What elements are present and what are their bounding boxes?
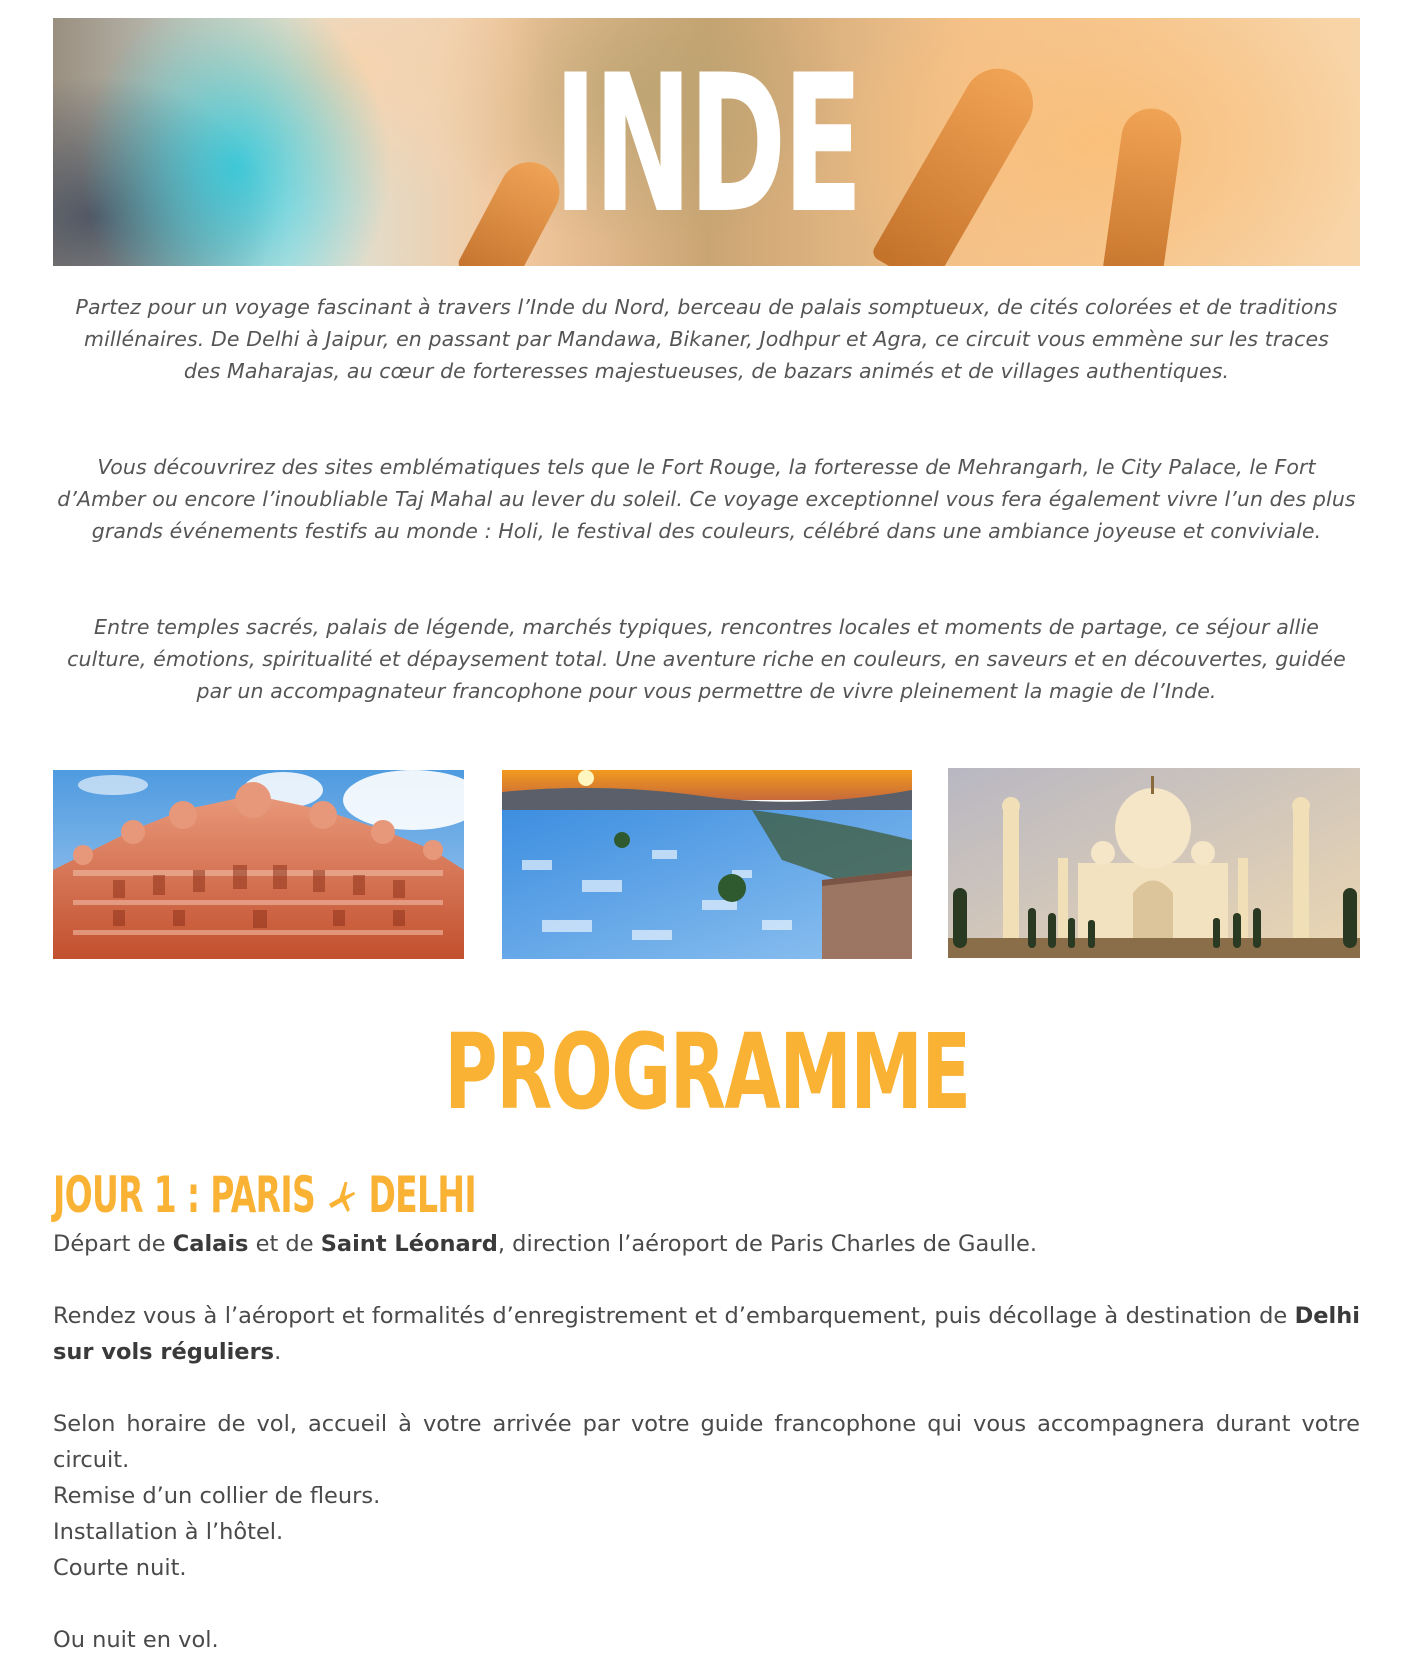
hotel-installation-line: Installation à l’hôtel. [53, 1519, 284, 1545]
hawa-mahal-illustration [53, 770, 464, 959]
text-span: , direction l’aéroport de Paris Charles de Gaulle. [497, 1231, 1037, 1257]
hero-banner [53, 18, 1360, 266]
airplane-icon [326, 1172, 358, 1226]
arrival-line: Selon horaire de vol, accueil à votre arrivée par votre guide francophone qui vous accompagnera durant votre circuit. [53, 1411, 1360, 1473]
intro-paragraph-2: Vous découvrirez des sites emblématiques tels que le Fort Rouge, la forteresse de Mehrangarh, le City Palace, le Fort d’Amber ou encore l’inoubliable Taj Mahal au lever du soleil. Ce voyage exceptionnel vous fera également vivre l’un des plus grands événements festifs au monde : Holi, le festival des couleurs, célébré dans une ambiance joyeuse et conviviale. [57, 455, 1356, 543]
flight-destination: Delhi sur vols réguliers [53, 1303, 1360, 1365]
text-span: Départ de [53, 1231, 173, 1257]
text-span: Rendez vous à l’aéroport et formalités d’enregistrement et d’embarquement, puis décollage à destination de [53, 1303, 1295, 1329]
departure-city-calais: Calais [172, 1231, 249, 1257]
hand-right-image [1101, 105, 1185, 266]
programme-heading: PROGRAMME [444, 1011, 970, 1133]
intro-paragraph-3: Entre temples sacrés, palais de légende, marchés typiques, rencontres locales et moments de partage, ce séjour allie culture, émotions, spiritualité et dépaysement total. Une aventure riche en couleurs, en saveurs et en découvertes, guidée par un accompagnateur francophone pour vous permettre de vivre pleinement la magie de l’Inde. [67, 615, 1346, 703]
day-1-heading-prefix: JOUR 1 : PARIS [53, 1166, 316, 1224]
day-1-paragraph-4: Ou nuit en vol. [53, 1627, 219, 1653]
day-1-paragraph-3 [53, 1406, 1360, 1586]
hawa-mahal-photo [53, 770, 464, 959]
short-night-line: Courte nuit. [53, 1555, 187, 1581]
page-title: INDE [553, 34, 860, 255]
intro-paragraph-1: Partez pour un voyage fascinant à travers l’Inde du Nord, berceau de palais somptueux, de cités colorées et de traditions millénaires. De Delhi à Jaipur, en passant par Mandawa, Bikaner, Jodhpur et Agra, ce circuit vous emmène sur les traces des Maharajas, au cœur de forteresses majestueuses, de bazars animés et de villages authentiques. [75, 295, 1338, 383]
taj-mahal-photo [948, 768, 1360, 958]
day-1-paragraph-1 [53, 1226, 1360, 1262]
taj-mahal-illustration [948, 768, 1360, 958]
blue-city-illustration [502, 770, 912, 959]
blue-city-photo [502, 770, 912, 959]
day-1-heading-suffix: DELHI [368, 1166, 476, 1224]
day-1-paragraph-2 [53, 1298, 1360, 1370]
text-span: . [274, 1339, 282, 1365]
departure-city-saint-leonard: Saint Léonard [320, 1231, 498, 1257]
day-1-heading [53, 1168, 476, 1226]
flower-necklace-line: Remise d’un collier de fleurs. [53, 1483, 381, 1509]
text-span: et de [248, 1231, 321, 1257]
